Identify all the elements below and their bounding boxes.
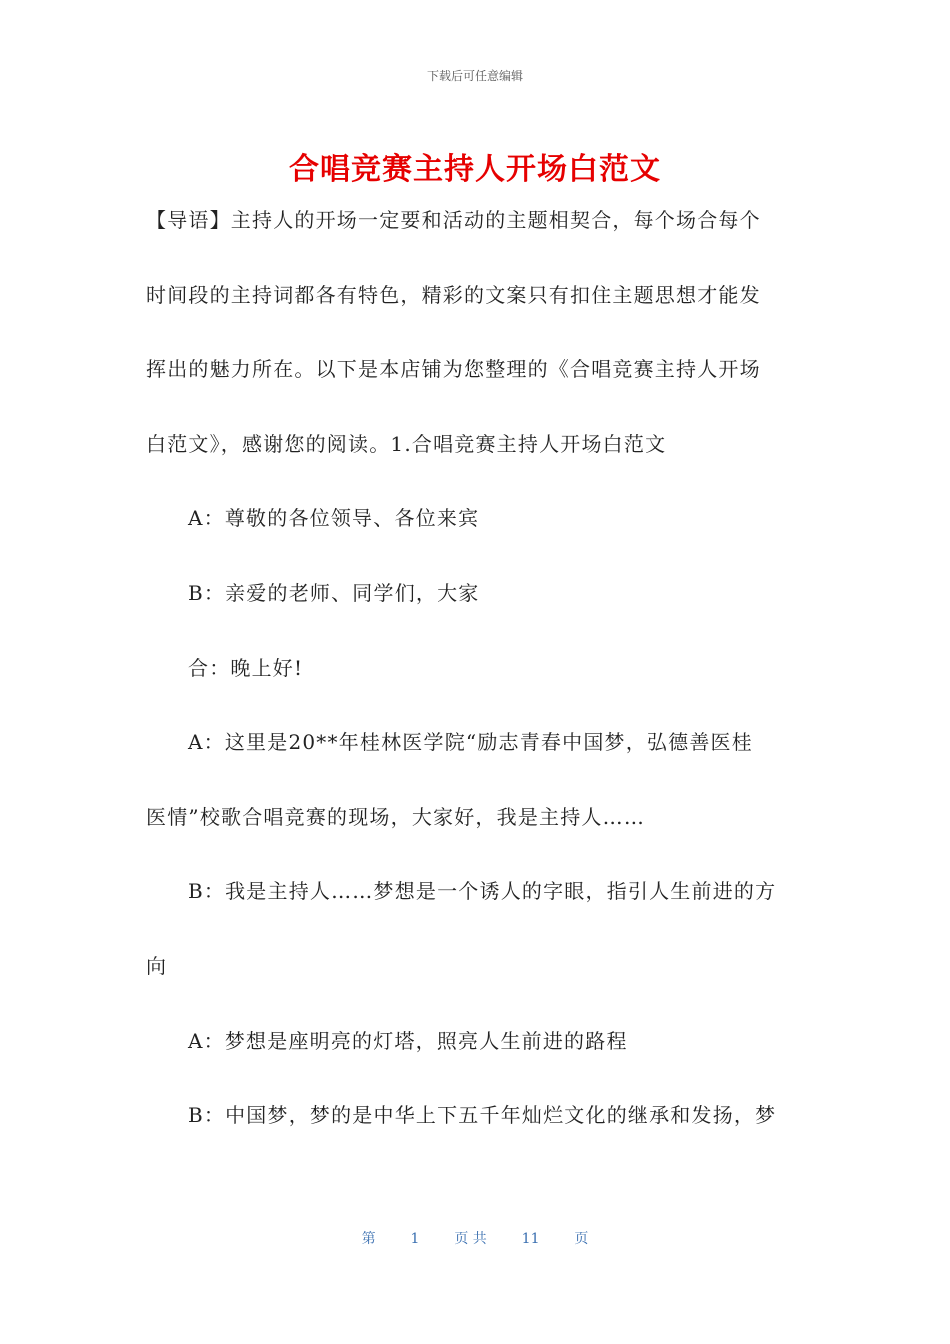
document-title: 合唱竞赛主持人开场白范文 (289, 152, 661, 187)
body-line: 向 (146, 953, 168, 978)
body-line: B：亲爱的老师、同学们，大家 (188, 580, 480, 605)
body-line: A：尊敬的各位领导、各位来宾 (188, 506, 480, 531)
body-line: A：这里是20**年桂林医学院“励志青春中国梦，弘德善医桂 (188, 730, 753, 755)
footer-page-number: 1 (410, 1231, 420, 1247)
document-body (146, 200, 808, 1170)
page-footer (0, 1228, 950, 1248)
page-header: 下载后可任意编辑 (426, 69, 523, 83)
footer-middle: 页 共 (454, 1231, 487, 1247)
body-line: A：梦想是座明亮的灯塔，照亮人生前进的路程 (188, 1028, 628, 1053)
body-line: B：我是主持人……梦想是一个诱人的字眼，指引人生前进的方 (188, 879, 777, 904)
footer-total-pages: 11 (521, 1231, 540, 1247)
body-line: 挥出的魅力所在。以下是本店铺为您整理的《合唱竞赛主持人开场 (146, 357, 761, 382)
footer-suffix: 页 (574, 1231, 589, 1247)
footer-prefix: 第 (361, 1231, 376, 1247)
body-line: 时间段的主持词都各有特色，精彩的文案只有扣住主题思想才能发 (146, 282, 761, 307)
body-line: 医情”校歌合唱竞赛的现场，大家好，我是主持人…… (146, 804, 646, 829)
body-line: B：中国梦，梦的是中华上下五千年灿烂文化的继承和发扬，梦 (188, 1103, 777, 1128)
body-line: 白范文》，感谢您的阅读。1.合唱竞赛主持人开场白范文 (146, 431, 667, 456)
body-line: 【导语】主持人的开场一定要和活动的主题相契合，每个场合每个 (146, 208, 761, 232)
body-line: 合：晚上好! (188, 655, 304, 680)
